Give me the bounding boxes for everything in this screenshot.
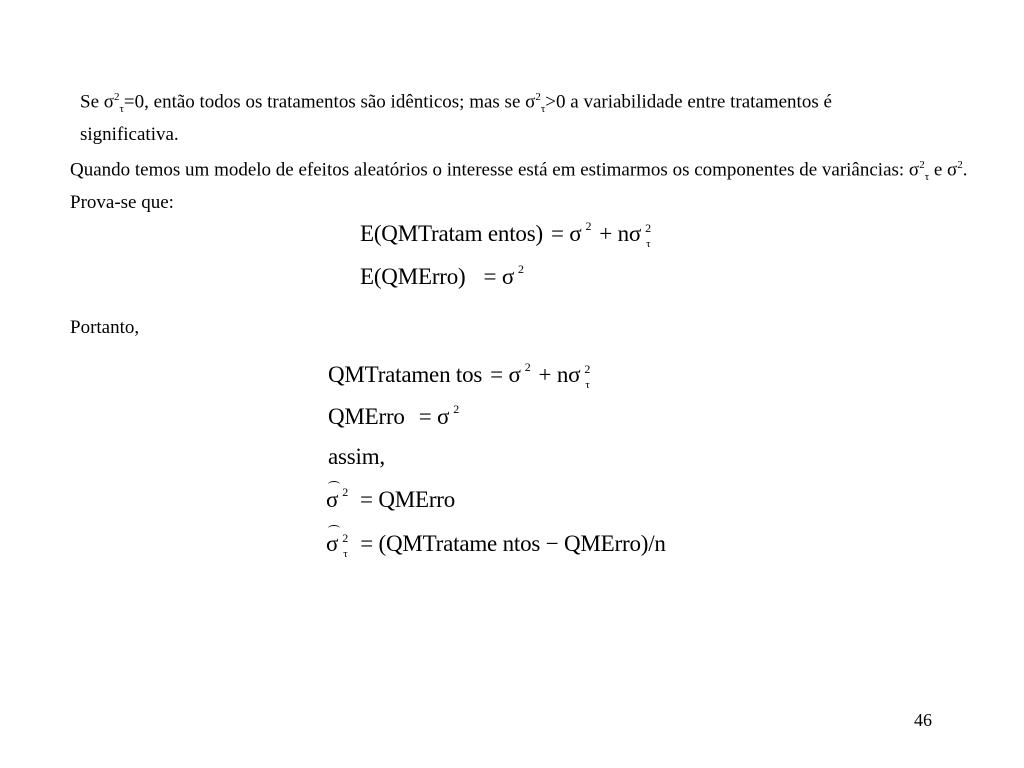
p2-subscript: τ bbox=[924, 171, 930, 184]
p1-superscript-2: 2 bbox=[535, 91, 541, 103]
equation-expected-qm-erro bbox=[360, 263, 524, 294]
eq1-rhs-b: + nσ bbox=[599, 221, 642, 246]
eq1-subscript-2: τ bbox=[646, 238, 651, 250]
eq3-rhs-b: + nσ bbox=[538, 362, 581, 387]
equation-qm-tratamentos bbox=[328, 361, 596, 392]
eq6-rhs: = QMErro bbox=[360, 487, 456, 512]
p1-text-c: >0 a variabilidade entre tratamentos é significativa. bbox=[80, 91, 832, 146]
eq7-subscript: τ bbox=[343, 548, 348, 560]
eq7-exponent: 2 bbox=[342, 531, 349, 545]
eq6-exponent: 2 bbox=[342, 485, 349, 499]
eq3-lhs: QMTratamen tos bbox=[328, 362, 483, 387]
eq3-exponent-2: 2 bbox=[584, 362, 591, 376]
eq2-rhs: = σ bbox=[483, 264, 515, 289]
eq1-lhs: E(QMTratam entos) bbox=[360, 221, 543, 246]
p2-text-c: . Prova-se que: bbox=[70, 159, 968, 214]
eq3-subscript-2: τ bbox=[585, 379, 590, 391]
eq7-rhs: = (QMTratame ntos − QMErro)/n bbox=[360, 531, 666, 556]
p1-text-b: =0, então todos os tratamentos são idênticos; mas se σ bbox=[123, 91, 536, 113]
eq3-stack bbox=[582, 361, 596, 389]
equation-assim: assim, bbox=[328, 444, 385, 469]
eq1-stack bbox=[643, 220, 657, 248]
eq4-exponent: 2 bbox=[453, 402, 460, 416]
eq1-rhs-a: = σ bbox=[550, 221, 582, 246]
equation-sigma-hat-estimate bbox=[326, 486, 455, 517]
eq6-sigma-hat: σ bbox=[326, 487, 339, 512]
eq2-exponent: 2 bbox=[518, 262, 524, 276]
equation-expected-qm-tratamentos bbox=[360, 220, 657, 251]
eq3-rhs-a: = σ bbox=[490, 362, 521, 387]
eq2-lhs: E(QMErro) bbox=[360, 264, 466, 289]
eq1-exponent-1: 2 bbox=[585, 219, 592, 233]
p1-subscript: τ bbox=[119, 103, 124, 116]
p2-superscript-2: 2 bbox=[957, 159, 963, 171]
paragraph-random-effects bbox=[70, 152, 970, 216]
eq1-exponent-2: 2 bbox=[645, 221, 651, 235]
eq4-rhs: = σ bbox=[418, 404, 450, 429]
eq7-stack bbox=[340, 530, 354, 558]
p2-text-a: Quando temos um modelo de efeitos aleatórios o interesse está em estimarmos os componentes de variâncias: σ bbox=[70, 159, 920, 181]
eq4-lhs: QMErro bbox=[328, 404, 405, 429]
p1-superscript: 2 bbox=[114, 91, 120, 103]
equation-sigma-tau-hat-estimate bbox=[326, 530, 666, 558]
p1-subscript-2: τ bbox=[540, 103, 546, 116]
paragraph-variance-condition bbox=[80, 84, 920, 148]
p2-text-b: e σ bbox=[929, 159, 958, 181]
equation-qm-erro bbox=[328, 403, 459, 434]
eq3-exponent-1: 2 bbox=[524, 360, 531, 374]
p1-text-a: Se σ bbox=[80, 91, 114, 113]
p2-superscript: 2 bbox=[919, 159, 925, 171]
page-number: 46 bbox=[914, 710, 932, 730]
eq7-sigma-hat: σ bbox=[326, 531, 339, 556]
paragraph-portanto: Portanto, bbox=[70, 317, 140, 338]
